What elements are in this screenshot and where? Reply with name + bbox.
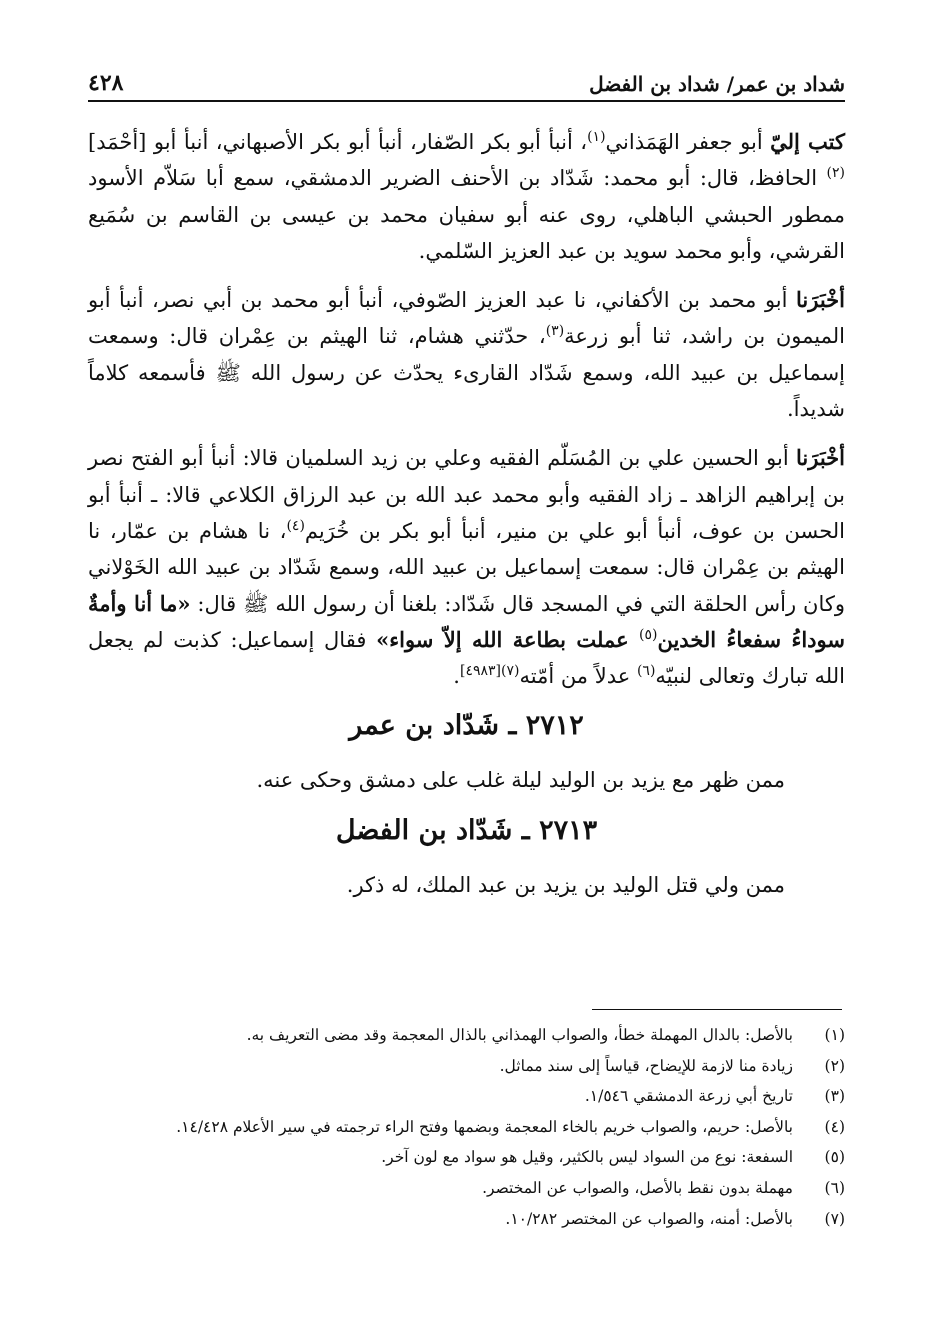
hadith-number: [٤٩٨٣] xyxy=(459,663,501,680)
paragraph-lead: كتب إليّ xyxy=(770,129,845,154)
footnote-ref: (٣) xyxy=(545,323,565,340)
footnote-ref: (٦) xyxy=(636,663,656,680)
paragraph-text: ، أنبأ أبو بكر الصّفار، أنبأ أبو بكر الأصبهاني، أنبأ أبو [أحْمَد] xyxy=(88,130,588,154)
footnotes xyxy=(88,1022,845,1236)
footnote-number: (٢) xyxy=(824,1056,845,1075)
footnote-ref: (٤) xyxy=(286,517,305,534)
footnote xyxy=(88,1083,845,1110)
header-rule xyxy=(88,100,845,102)
paragraph-text: . xyxy=(453,664,460,689)
footnote xyxy=(88,1144,845,1171)
paragraph-text: فقال إسماعيل: كذبت لم يجعل الله تبارك وتعالى لنبيّه xyxy=(88,627,845,689)
footnote-number: (١) xyxy=(824,1026,845,1044)
footnote-rule xyxy=(592,1009,842,1010)
footnote-number: (٤) xyxy=(824,1117,845,1136)
main-text xyxy=(88,124,845,915)
entry-heading: ٢٧١٢ ـ شَدّاد بن عمر xyxy=(349,710,584,742)
footnote xyxy=(88,1053,845,1080)
footnote-text: السفعة: نوع من السواد ليس بالكثير، وقيل هو سواد مع لون آخر. xyxy=(381,1148,793,1167)
paragraph-text: ، نا هشام بن عمّار، نا الهيثم بن عِمْران قال: سمعت إسماعيل بن عبيد الله، وسمع شَدّاد بن عبيد الله الخَوْلاني وكان رأس الحلقة التي في المسجد قال شَدّاد: بلغنا أن رسول الله ﷺ قال: xyxy=(88,518,845,616)
paragraph-text: الحافظ، قال: أبو محمد: شَدّاد بن الأحنف الضرير الدمشقي، سمع أبا سَلاّم الأسود ممطور الحبشي الباهلي، روى عنه أبو سفيان محمد بن عيسى بن القاسم بن سُمَيع القرشي، وأبو محمد سويد بن عبد العزيز السّلمي. xyxy=(88,166,845,263)
paragraph-3 xyxy=(88,440,845,694)
footnote-text: بالأصل: حريم، والصواب خريم بالخاء المعجمة وبضمها وفتح الراء ترجمته في سير الأعلام ١٤/٤٢٨. xyxy=(176,1117,793,1136)
paragraph-text: ، حدّثني هشام، ثنا الهيثم بن عِمْران قال: وسمعت إسماعيل بن عبيد الله، وسمع شَدّاد القارىء يحدّث عن رسول الله ﷺ فأسمعه كلاماً شديداً. xyxy=(88,324,845,422)
paragraph-text: أبو الحسين علي بن المُسَلّم الفقيه وعلي بن زيد السلميان قالا: أنبأ أبو الفتح نصر بن إبراهيم الزاهد ـ زاد الفقيه وأبو محمد عبد الله بن عبد الرزاق الكلاعي قالا: ـ أنبأ أبو الحسن بن عوف، أنبأ أبو علي بن منير، أنبأ أبو بكر بن خُرَيم xyxy=(88,446,845,543)
page-header xyxy=(88,62,845,96)
footnote xyxy=(88,1114,845,1141)
hadith-quote: عملت بطاعة الله إلاّ سواء» xyxy=(376,626,639,652)
footnote-number: (٦) xyxy=(824,1178,845,1197)
footnote xyxy=(88,1175,845,1202)
footnote-ref: (٥) xyxy=(639,626,658,643)
footnote-number: (٧) xyxy=(824,1209,845,1228)
entry-heading: ٢٧١٣ ـ شَدّاد بن الفضل xyxy=(335,814,598,846)
running-title: شداد بن عمر/ شداد بن الفضل xyxy=(589,72,845,96)
footnote-number: (٥) xyxy=(824,1148,845,1167)
footnote-text: مهملة بدون نقط بالأصل، والصواب عن المختصر. xyxy=(482,1178,793,1197)
paragraph-1 xyxy=(88,124,845,269)
footnote-text: تاريخ أبي زرعة الدمشقي ١/٥٤٦. xyxy=(584,1087,793,1106)
footnote-text: زيادة منا لازمة للإيضاح، قياساً إلى سند مماثل. xyxy=(499,1056,793,1075)
paragraph-text: أبو جعفر الهَمَذاني xyxy=(605,130,771,154)
page-number: ٤٢٨ xyxy=(88,70,124,96)
footnote-ref: (١) xyxy=(587,129,606,145)
footnote-ref: (٢) xyxy=(826,165,845,182)
footnote-number: (٣) xyxy=(824,1087,845,1106)
footnote-text: بالأصل: بالدال المهملة خطأ، والصواب الهمذاني بالذال المعجمة وقد مضى التعريف به. xyxy=(246,1026,793,1044)
footnote-ref: (٧) xyxy=(501,663,520,680)
paragraph-2 xyxy=(88,282,845,427)
footnote-text: بالأصل: أمنه، والصواب عن المختصر ١٠/٢٨٢. xyxy=(505,1209,793,1228)
footnote xyxy=(88,1022,845,1049)
hadith-quote: «ما أنا وأمةٌ سوداءُ سفعاءُ الخدين xyxy=(88,590,845,652)
paragraph-lead: أخْبَرَنا xyxy=(796,445,845,471)
paragraph-lead: أخْبَرَنا xyxy=(796,287,845,313)
footnote xyxy=(88,1206,845,1233)
entry-note: ممن ولي قتل الوليد بن يزيد بن عبد الملك، له ذكر. xyxy=(346,872,785,897)
paragraph-text: عدلاً من أمّته xyxy=(519,664,637,689)
entry-note: ممن ظهر مع يزيد بن الوليد ليلة غلب على دمشق وحكى عنه. xyxy=(256,768,785,793)
paragraph-text: أبو محمد بن الأكفاني، نا عبد العزيز الصّوفي، أنبأ أبو محمد بن أبي نصر، أنبأ أبو الميمون بن راشد، ثنا أبو زرعة xyxy=(88,288,845,349)
